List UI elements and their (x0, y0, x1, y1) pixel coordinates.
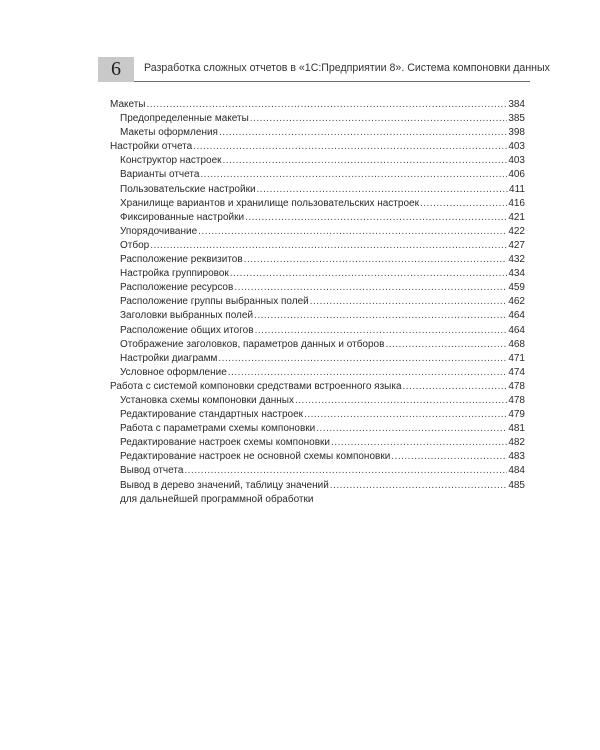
toc-entry-label: Варианты отчета (120, 169, 200, 181)
toc-entry-page: 468 (508, 338, 525, 350)
toc-entry-label: Настройки диаграмм (120, 352, 218, 364)
toc-entry (110, 253, 525, 267)
dot-leader (391, 450, 507, 464)
toc-entry-page: 427 (508, 239, 525, 251)
toc-entry-page: 432 (508, 254, 525, 266)
toc-entry-label: Заголовки выбранных полей (120, 310, 254, 322)
dot-leader (244, 253, 508, 267)
dot-leader (304, 408, 507, 422)
dot-leader (295, 394, 507, 408)
toc-entry-page: 398 (508, 127, 525, 139)
toc-entry (110, 380, 525, 394)
toc-entry-page: 459 (508, 282, 525, 294)
toc-entry (110, 295, 525, 309)
dot-leader (310, 295, 508, 309)
toc-entry (110, 281, 525, 295)
toc-entry-page: 422 (508, 225, 525, 237)
toc-entry-page: 384 (508, 99, 525, 110)
header-rule (134, 81, 530, 82)
toc-entry (110, 408, 525, 422)
toc-entry-label: Расположение ресурсов (120, 282, 234, 294)
toc-entry-page: 411 (509, 183, 525, 195)
dot-leader (420, 197, 507, 211)
toc-entry-label: Настройки отчета (110, 141, 193, 153)
toc-entry (110, 366, 525, 380)
toc-entry-label: Хранилище вариантов и хранилище пользовательских настроек (120, 197, 419, 209)
table-of-contents (110, 98, 525, 507)
dot-leader (228, 366, 508, 380)
dot-leader (193, 140, 507, 154)
toc-entry-label: Макеты оформления (120, 127, 218, 139)
dot-leader (218, 352, 507, 366)
toc-entry (110, 211, 525, 225)
toc-entry-page: 462 (508, 296, 525, 308)
running-header (98, 57, 550, 82)
toc-entry (110, 267, 525, 281)
toc-entry-label: Фиксированные настройки (120, 211, 245, 223)
dot-leader (330, 479, 508, 493)
dot-leader (316, 422, 507, 436)
toc-entry (110, 436, 525, 450)
page-number: 6 (98, 57, 134, 82)
toc-entry-page: 464 (508, 324, 525, 336)
toc-entry-page: 474 (508, 366, 525, 378)
toc-entry (110, 352, 525, 366)
toc-entry-label: Макеты (110, 99, 146, 110)
toc-entry (110, 154, 525, 168)
toc-entry (110, 338, 525, 352)
toc-entry (110, 394, 525, 408)
toc-entry (110, 126, 525, 140)
toc-entry (110, 239, 525, 253)
toc-entry-label: Работа с параметрами схемы компоновки (120, 423, 316, 435)
toc-entry (110, 140, 525, 154)
dot-leader (331, 436, 507, 450)
toc-entry-label: Редактирование настроек схемы компоновки (120, 437, 331, 449)
toc-entry (110, 168, 525, 182)
dot-leader (403, 380, 508, 394)
toc-entry-page: 416 (508, 197, 525, 209)
toc-entry-page: 485 (508, 479, 525, 491)
toc-entry-page: 471 (508, 352, 525, 364)
dot-leader (223, 154, 508, 168)
dot-leader (385, 338, 507, 352)
toc-entry-page: 434 (508, 268, 525, 280)
toc-entry-label-line1: Вывод в дерево значений, таблицу значений (120, 479, 329, 491)
toc-entry-page: 464 (508, 310, 525, 322)
dot-leader (257, 183, 509, 197)
toc-entry (110, 197, 525, 211)
toc-entry-page: 478 (508, 394, 525, 406)
toc-entry-page: 482 (508, 437, 525, 449)
toc-entry (110, 98, 525, 112)
toc-entry-label: Редактирование стандартных настроек (120, 409, 304, 421)
dot-leader (255, 324, 508, 338)
toc-entry-label: Расположение реквизитов (120, 254, 243, 266)
toc-entry-label: Условное оформление (120, 366, 227, 378)
toc-entry (110, 479, 525, 507)
dot-leader (230, 267, 508, 281)
toc-entry-label (120, 479, 329, 507)
toc-entry-page: 484 (508, 465, 525, 477)
toc-entry-label: Отбор (120, 239, 150, 251)
toc-entry-page: 421 (508, 211, 525, 223)
toc-entry-label: Установка схемы компоновки данных (120, 394, 294, 406)
toc-entry (110, 450, 525, 464)
toc-entry (110, 464, 525, 478)
toc-entry-label: Предопределенные макеты (120, 113, 249, 125)
toc-entry (110, 112, 525, 126)
dot-leader (198, 225, 507, 239)
dot-leader (219, 126, 507, 140)
dot-leader (254, 309, 507, 323)
toc-entry-page: 385 (508, 113, 525, 125)
dot-leader (200, 168, 507, 182)
dot-leader (184, 464, 507, 478)
running-title: Разработка сложных отчетов в «1С:Предприятии 8». Система компоновки данных (144, 62, 550, 74)
toc-entry-page: 481 (508, 423, 525, 435)
dot-leader (147, 98, 508, 112)
toc-entry (110, 324, 525, 338)
toc-entry (110, 183, 525, 197)
toc-entry-label: Расположение группы выбранных полей (120, 296, 309, 308)
toc-entry-page: 479 (508, 409, 525, 421)
toc-entry-label: Пользовательские настройки (120, 183, 256, 195)
toc-entry-page: 403 (508, 155, 525, 167)
toc-entry-label: Отображение заголовков, параметров данных и отборов (120, 338, 385, 350)
toc-entry-label: Вывод отчета (120, 465, 184, 477)
dot-leader (234, 281, 507, 295)
toc-entry-label: Упорядочивание (120, 225, 198, 237)
toc-entry-label: Редактирование настроек не основной схемы компоновки (120, 451, 391, 463)
toc-entry-page: 406 (508, 169, 525, 181)
toc-entry-page: 483 (508, 451, 525, 463)
toc-entry-page: 403 (508, 141, 525, 153)
toc-entry-page: 478 (508, 380, 525, 392)
toc-entry-label: Конструктор настроек (120, 155, 222, 167)
toc-entry (110, 225, 525, 239)
toc-entry-label: Расположение общих итогов (120, 324, 254, 336)
dot-leader (150, 239, 507, 253)
toc-entry-label: Работа с системой компоновки средствами встроенного языка (110, 380, 402, 392)
toc-entry (110, 422, 525, 436)
dot-leader (250, 112, 508, 126)
toc-entry-label: Настройка группировок (120, 268, 229, 280)
toc-entry-label-line2: для дальнейшей программной обработки (120, 493, 314, 505)
toc-entry (110, 309, 525, 323)
dot-leader (245, 211, 507, 225)
